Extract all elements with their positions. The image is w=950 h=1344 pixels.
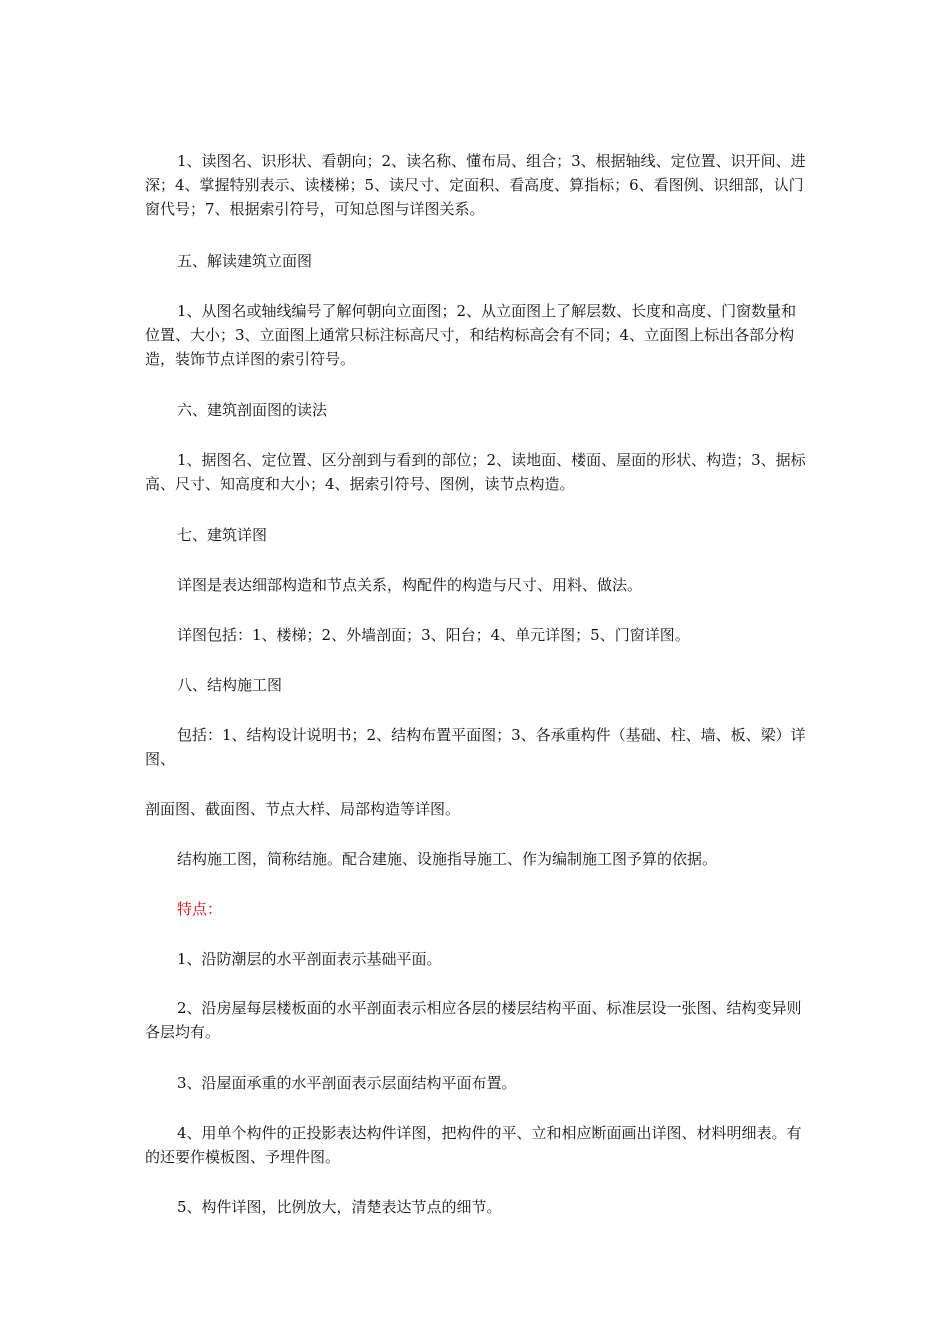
heading-detail-drawings: 七、建筑详图 (177, 526, 268, 544)
paragraph-structural-summary: 结构施工图，简称结施。配合建施、设施指导施工、作为编制施工图予算的依据。 (177, 850, 718, 868)
feature-item-2: 2、沿房屋每层楼板面的水平剖面表示相应各层的楼层结构平面、标准层设一张图、结构变异则各层均有。 (145, 999, 802, 1041)
heading-section: 六、建筑剖面图的读法 (177, 401, 328, 419)
paragraph-structural-contents-cont: 剖面图、截面图、节点大样、局部构造等详图。 (145, 800, 461, 818)
paragraph-section-reading: 1、据图名、定位置、区分剖到与看到的部位；2、读地面、楼面、屋面的形状、构造；3、据标高、尺寸、知高度和大小；4、据索引符号、图例，读节点构造。 (145, 451, 806, 493)
feature-item-3: 3、沿屋面承重的水平剖面表示层面结构平面布置。 (177, 1074, 517, 1092)
paragraph-floor-plan-reading: 1、读图名、识形状、看朝向；2、读名称、懂布局、组合；3、根据轴线、定位置、识开间、进深；4、掌握特别表示、读楼梯；5、读尺寸、定面积、看高度、算指标；6、看图例、识细部，认门窗代号；7、根据索引符号，可知总图与详图关系。 (145, 152, 806, 218)
heading-structural-drawings: 八、结构施工图 (177, 676, 283, 694)
paragraph-structural-contents: 包括：1、结构设计说明书；2、结构布置平面图；3、各承重构件（基础、柱、墙、板、梁）详图、 (145, 726, 806, 768)
heading-features: 特点： (177, 900, 223, 918)
paragraph-detail-definition: 详图是表达细部构造和节点关系，构配件的构造与尺寸、用料、做法。 (177, 576, 643, 594)
feature-item-1: 1、沿防潮层的水平剖面表示基础平面。 (177, 950, 442, 968)
paragraph-elevation-reading: 1、从图名或轴线编号了解何朝向立面图；2、从立面图上了解层数、长度和高度、门窗数量和位置、大小；3、立面图上通常只标注标高尺寸，和结构标高会有不同；4、立面图上标出各部分构造，装饰节点详图的索引符号。 (145, 302, 797, 368)
feature-item-4: 4、用单个构件的正投影表达构件详图，把构件的平、立和相应断面画出详图、材料明细表。有的还要作模板图、予埋件图。 (145, 1124, 802, 1166)
heading-elevation: 五、解读建筑立面图 (177, 252, 313, 270)
paragraph-detail-contents: 详图包括：1、楼梯；2、外墙剖面；3、阳台；4、单元详图；5、门窗详图。 (177, 626, 690, 644)
feature-item-5: 5、构件详图，比例放大，清楚表达节点的细节。 (177, 1198, 502, 1216)
